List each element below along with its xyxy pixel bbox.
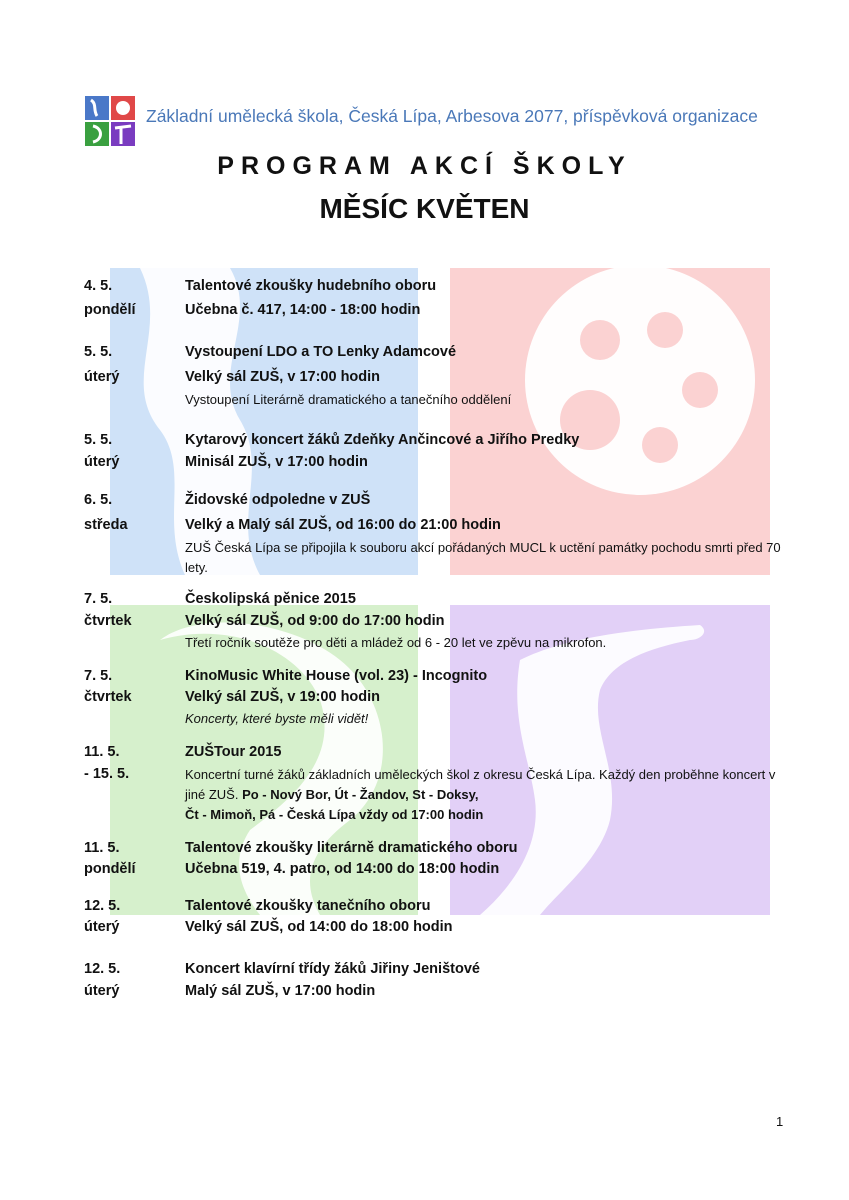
event-place: Učebna č. 417, 14:00 - 18:00 hodin: [185, 302, 421, 318]
event-place: Velký sál ZUŠ, v 17:00 hodin: [185, 369, 381, 385]
event-note-schedule: Čt - Mimoň, Pá - Česká Lípa vždy od 17:00 hodin: [185, 807, 484, 822]
event-day: - 15. 5.: [84, 766, 130, 782]
page-subtitle: MĚSÍC KVĚTEN: [319, 193, 530, 224]
event-date: 6. 5.: [84, 492, 113, 508]
event-name: Talentové zkoušky tanečního oboru: [185, 898, 431, 914]
event-date: 12. 5.: [84, 961, 121, 977]
event-name: Židovské odpoledne v ZUŠ: [185, 492, 371, 508]
event-day: pondělí: [84, 861, 136, 877]
event-name: KinoMusic White House (vol. 23) - Incognito: [185, 668, 488, 684]
event-day: čtvrtek: [84, 689, 132, 705]
event-date: 7. 5.: [84, 668, 113, 684]
event-date: 4. 5.: [84, 278, 113, 294]
event-place: Malý sál ZUŠ, v 17:00 hodin: [185, 983, 376, 999]
event-date: 12. 5.: [84, 898, 121, 914]
event-day: úterý: [84, 369, 120, 385]
event-date: 7. 5.: [84, 591, 113, 607]
event-day: úterý: [84, 919, 120, 935]
event-note: Třetí ročník soutěže pro děti a mládež od 6 - 20 let ve zpěvu na mikrofon.: [185, 635, 607, 650]
event-place: Velký sál ZUŠ, od 14:00 do 18:00 hodin: [185, 919, 453, 935]
event-day: středa: [84, 517, 128, 533]
school-logo-icon: [85, 96, 135, 146]
event-name: Vystoupení LDO a TO Lenky Adamcové: [185, 344, 457, 360]
event-name: ZUŠTour 2015: [185, 744, 282, 760]
event-name: Koncert klavírní třídy žáků Jiřiny Jeništové: [185, 961, 480, 977]
school-name: Základní umělecká škola, Česká Lípa, Arbesova 2077, příspěvková organizace: [146, 106, 758, 126]
page-number: 1: [776, 1114, 784, 1129]
event-note: Vystoupení Literárně dramatického a tanečního oddělení: [185, 392, 512, 407]
event-date: 5. 5.: [84, 432, 113, 448]
event-place: Velký sál ZUŠ, od 9:00 do 17:00 hodin: [185, 613, 445, 629]
event-day: úterý: [84, 454, 120, 470]
event-name: Talentové zkoušky literárně dramatického oboru: [185, 840, 518, 856]
event-date: 5. 5.: [84, 344, 113, 360]
event-place: Učebna 519, 4. patro, od 14:00 do 18:00 hodin: [185, 861, 500, 877]
event-note: [185, 765, 795, 825]
event-name: Kytarový koncert žáků Zdeňky Ančincové a Jiřího Predky: [185, 432, 580, 448]
event-note: ZUŠ Česká Lípa se připojila k souboru akcí pořádaných MUCL k uctění památky pochodu smrti před 70 lety.: [185, 540, 781, 575]
page-title: PROGRAM AKCÍ ŠKOLY: [217, 152, 632, 180]
event-place: Velký a Malý sál ZUŠ, od 16:00 do 21:00 hodin: [185, 517, 501, 533]
event-place: Minisál ZUŠ, v 17:00 hodin: [185, 454, 368, 470]
event-note-text: Koncertní turné žáků základních uměleckých škol z okresu Česká Lípa. Každý den proběhne koncert v jiné ZUŠ.: [185, 767, 776, 802]
event-name: Talentové zkoušky hudebního oboru: [185, 278, 437, 294]
event-date: 11. 5.: [84, 744, 120, 760]
event-note: Koncerty, které byste měli vidět!: [185, 711, 369, 726]
event-place: Velký sál ZUŠ, v 19:00 hodin: [185, 689, 381, 705]
event-day: pondělí: [84, 302, 136, 318]
event-day: čtvrtek: [84, 613, 132, 629]
event-name: Českolipská pěnice 2015: [185, 591, 356, 607]
event-date: 11. 5.: [84, 840, 120, 856]
event-day: úterý: [84, 983, 120, 999]
event-note-schedule: Po - Nový Bor, Út - Žandov, St - Doksy,: [242, 787, 479, 802]
